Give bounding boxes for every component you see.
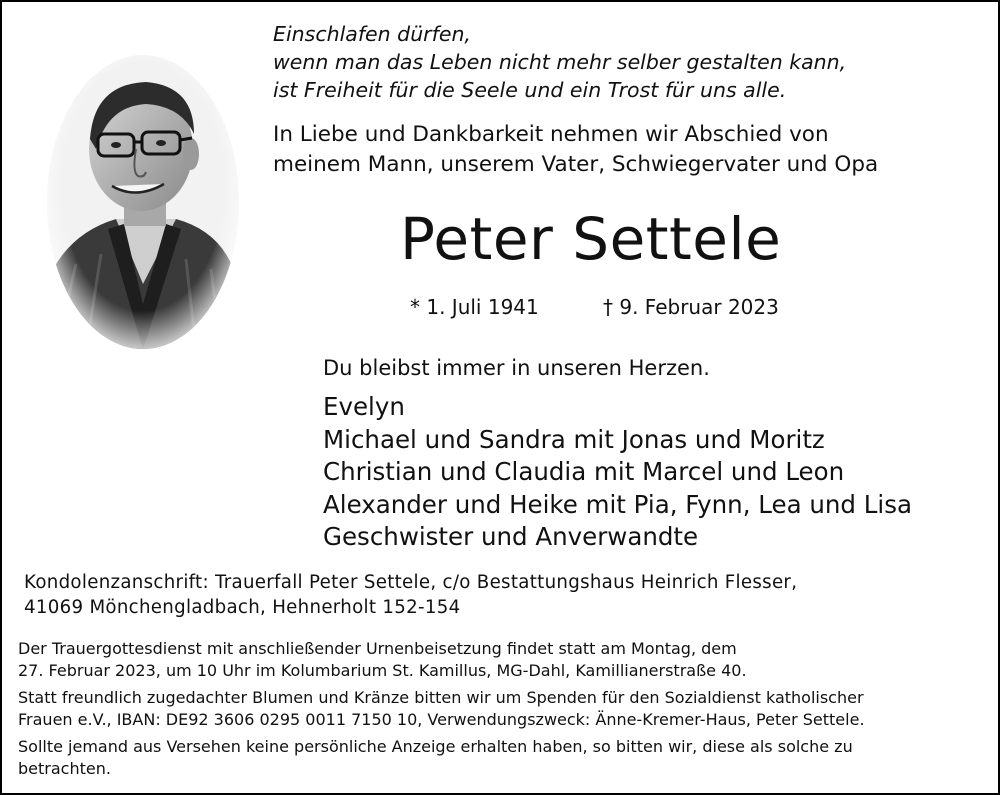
- donation-info: [18, 687, 988, 731]
- service-info: [18, 638, 988, 682]
- intro-line: meinem Mann, unserem Vater, Schwiegervater und Opa: [273, 152, 879, 177]
- portrait-photo: [46, 54, 240, 350]
- poem-line: Einschlafen dürfen,: [273, 22, 471, 46]
- donation-line: Statt freundlich zugedachter Blumen und Kränze bitten wir um Spenden für den Sozialdienst katholischer: [18, 688, 864, 707]
- mourners-list: [323, 391, 912, 554]
- mourner-entry: Alexander und Heike mit Pia, Fynn, Lea und Lisa: [323, 489, 913, 519]
- donation-line: Frauen e.V., IBAN: DE92 3606 0295 0011 7150 10, Verwendungszweck: Änne-Kremer-Haus, Peter Settele.: [18, 710, 865, 729]
- deceased-name: Peter Settele: [400, 205, 782, 273]
- intro-text: [273, 120, 973, 180]
- portrait-photo-icon: [46, 54, 240, 350]
- condolence-address: [24, 570, 797, 620]
- poem-quote: [273, 20, 973, 104]
- mourner-entry: Geschwister und Anverwandte: [323, 522, 699, 552]
- farewell-line: Du bleibst immer in unseren Herzen.: [323, 356, 710, 380]
- apology-line: Sollte jemand aus Versehen keine persönliche Anzeige erhalten haben, so bitten wir, diese als solche zu: [18, 737, 853, 756]
- address-line: 41069 Mönchengladbach, Hehnerholt 152-154: [24, 597, 461, 618]
- mourner-entry: Evelyn: [323, 392, 405, 421]
- mourner-entry: Michael und Sandra mit Jonas und Moritz: [323, 424, 825, 454]
- service-line: 27. Februar 2023, um 10 Uhr im Kolumbarium St. Kamillus, MG-Dahl, Kamillianerstraße 40.: [18, 661, 747, 680]
- service-line: Der Trauergottesdienst mit anschließender Urnenbeisetzung findet statt am Montag, dem: [18, 639, 737, 658]
- address-line: Kondolenzanschrift: Trauerfall Peter Settele, c/o Bestattungshaus Heinrich Flesser,: [24, 572, 798, 593]
- death-date: † 9. Februar 2023: [603, 295, 779, 319]
- apology-note: [18, 736, 988, 780]
- birth-date: * 1. Juli 1941: [410, 295, 539, 319]
- poem-line: wenn man das Leben nicht mehr selber gestalten kann,: [273, 50, 847, 74]
- intro-line: In Liebe und Dankbarkeit nehmen wir Abschied von: [273, 122, 829, 147]
- mourner-entry: Christian und Claudia mit Marcel und Leon: [323, 457, 845, 487]
- apology-line: betrachten.: [18, 759, 111, 778]
- poem-line: ist Freiheit für die Seele und ein Trost für uns alle.: [273, 78, 787, 102]
